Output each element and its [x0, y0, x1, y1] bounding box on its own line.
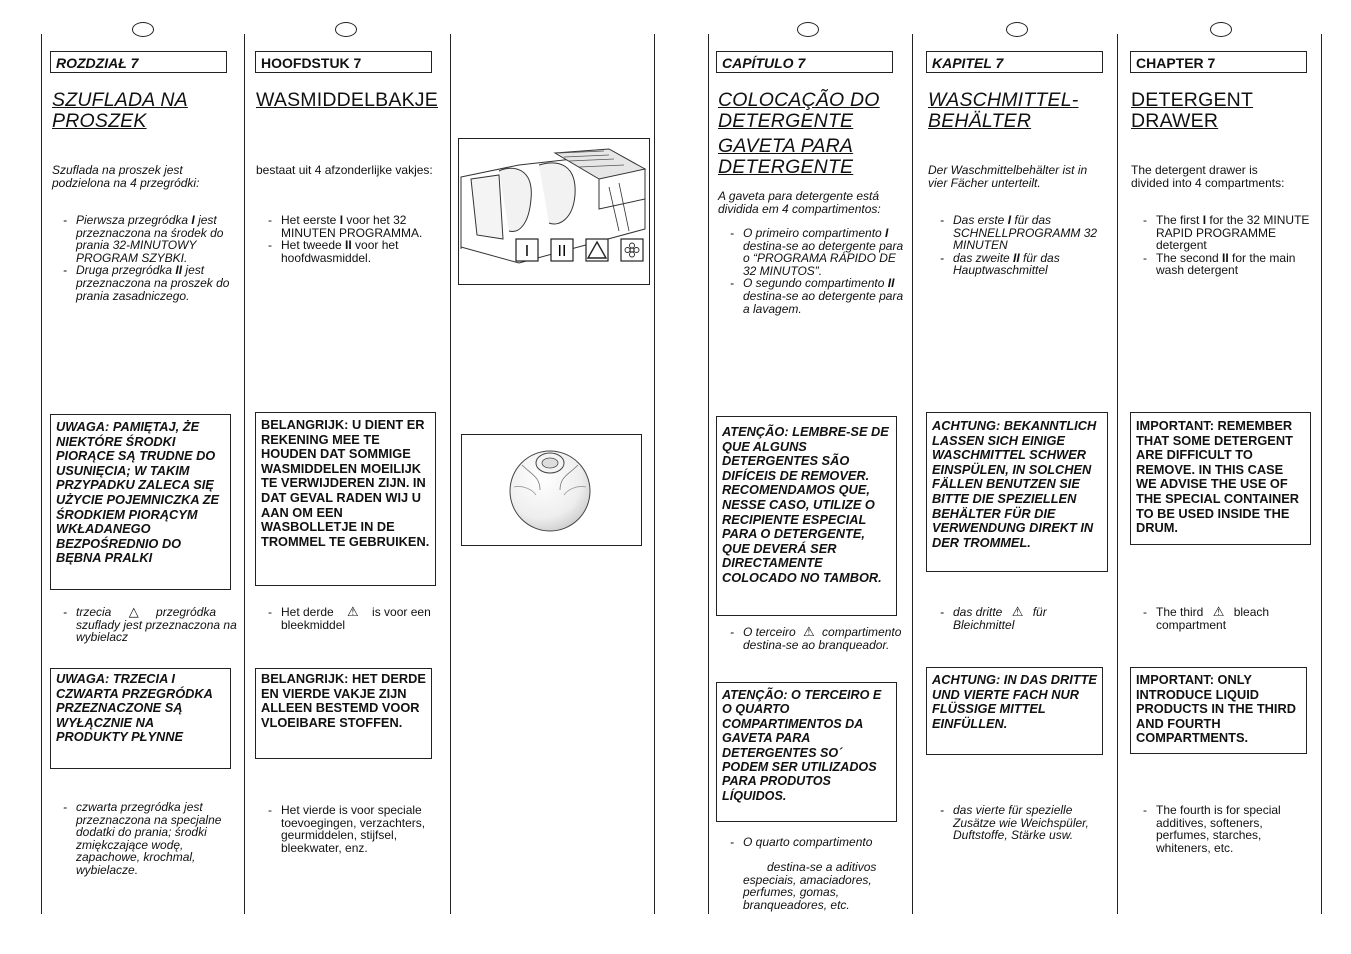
ball-drawing [462, 435, 640, 544]
column-divider [450, 34, 451, 914]
language-marker-oval [797, 22, 819, 37]
third-compartment-note: - das dritte ⚠ für Bleichmittel [939, 606, 1099, 631]
bleach-triangle-icon: △ [128, 604, 139, 619]
third-compartment-note: - trzecia △ przegródka szuflady jest przeznaczona na wybielacz [62, 606, 237, 644]
svg-text:II: II [557, 243, 567, 260]
chapter-heading: CAPÍTULO 7 [716, 51, 893, 73]
third-compartment-note: - The third ⚠ bleach compartment [1142, 606, 1312, 631]
list-item: - The first I for the 32 MINUTE RAPID PROGRAMME detergent [1142, 214, 1312, 252]
list-item: - Het tweede II voor het hoofdwasmiddel. [267, 239, 442, 264]
compartment-list [1142, 214, 1312, 277]
column-divider [1117, 34, 1118, 914]
list-item: - O segundo compartimento II destina-se ao detergente para a lavagem. [729, 277, 909, 315]
column-divider [654, 34, 655, 914]
list-item: - O primeiro compartimento I destina-se ao detergente para o “PROGRAMA RÁPIDO DE 32 MINUTOS”. [729, 227, 909, 277]
language-marker-oval [1006, 22, 1028, 37]
warning-box: IMPORTANT: ONLY INTRODUCE LIQUID PRODUCTS IN THE THIRD AND FOURTH COMPARTMENTS. [1130, 667, 1307, 754]
fourth-compartment-note: - czwarta przegródka jest przeznaczona na specjalne dodatki do prania; środki zmiękczające wodę, zapachowe, krochmal, wybielacze. [62, 801, 237, 877]
bleach-triangle-icon: ⚠ [1011, 604, 1024, 619]
chapter-heading: HOOFDSTUK 7 [255, 51, 432, 73]
language-marker-oval [335, 22, 357, 37]
intro-text: Szuflada na proszek jest podzielona na 4 przegródki: [52, 163, 200, 190]
third-compartment-note: - O terceiro ⚠ compartimento destina-se ao branqueador. [729, 626, 904, 651]
chapter-heading: ROZDZIAŁ 7 [50, 51, 227, 73]
compartment-label-II [551, 239, 573, 261]
bleach-triangle-icon: ⚠ [347, 604, 359, 619]
flower-icon [621, 239, 643, 261]
chapter-heading: CHAPTER 7 [1130, 51, 1307, 73]
svg-text:I: I [524, 243, 530, 260]
section-title: DETERGENT DRAWER [1131, 89, 1254, 132]
column-divider [912, 34, 913, 914]
column-divider [41, 34, 42, 914]
third-compartment-note: - Het derde ⚠ is voor een bleekmiddel [267, 606, 442, 631]
dispenser-ball-illustration [461, 434, 642, 546]
fourth-compartment-note: - The fourth is for special additives, softeners, perfumes, starches, whiteners, etc. [1142, 804, 1312, 854]
section-title: WASCHMITTEL- BEHÄLTER [928, 89, 1079, 132]
fourth-compartment-note: - O quarto compartimento destina-se a aditivos especiais, amaciadores, perfumes, gomas, branqueadores, etc. [729, 836, 909, 912]
warning-box: ACHTUNG: IN DAS DRITTE UND VIERTE FACH NUR FLÜSSIGE MITTEL EINFÜLLEN. [926, 667, 1103, 755]
language-marker-oval [1210, 22, 1232, 37]
warning-box: ATENÇÃO: LEMBRE-SE DE QUE ALGUNS DETERGENTES SÃO DIFÍCEIS DE REMOVER. RECOMENDAMOS QUE, NESSE CASO, UTILIZE O RECIPIENTE ESPECIAL PARA O DETERGENTE, QUE DEVERÁ SER DIRECTAMENTE COLOCADO NO TAMBOR. [716, 416, 897, 616]
intro-text: bestaat uit 4 afzonderlijke vakjes: [256, 163, 433, 177]
column-divider [1321, 34, 1322, 914]
compartment-list [939, 214, 1099, 277]
compartment-list [729, 227, 909, 315]
compartment-label-I [516, 239, 538, 261]
detergent-drawer-illustration [458, 138, 650, 285]
warning-box: ATENÇÃO: O TERCEIRO E O QUARTO COMPARTIMENTOS DA GAVETA PARA DETERGENTES SO´ PODEM SER UTILIZADOS PARA PRODUTOS LÍQUIDOS. [716, 682, 897, 822]
column-divider [244, 34, 245, 914]
list-item: - Das erste I für das SCHNELLPROGRAMM 32 MINUTEN [939, 214, 1099, 252]
warning-box: IMPORTANT: REMEMBER THAT SOME DETERGENT ARE DIFFICULT TO REMOVE. IN THIS CASE WE ADVISE THE USE OF THE SPECIAL CONTAINER TO BE USED INSIDE THE DRUM. [1130, 412, 1311, 545]
warning-box: ACHTUNG: BEKANNTLICH LASSEN SICH EINIGE WASCHMITTEL SCHWER EINSPÜLEN, IN SOLCHEN FÄLLEN BENUTZEN SIE BITTE DIE SPEZIELLEN BEHÄLTER FÜR DIE VERWENDUNG DIREKT IN DER TROMMEL. [926, 412, 1108, 572]
intro-text: The detergent drawer is divided into 4 compartments: [1131, 163, 1285, 190]
chapter-heading: KAPITEL 7 [926, 51, 1103, 73]
warning-box: UWAGA: TRZECIA I CZWARTA PRZEGRÓDKA PRZEZNACZONE SĄ WYŁĄCZNIE NA PRODUKTY PŁYNNE [50, 668, 231, 769]
warning-box: UWAGA: PAMIĘTAJ, ŻE NIEKTÓRE ŚRODKI PIORĄCE SĄ TRUDNE DO USUNIĘCIA; W TAKIM PRZYPADKU ZALECA SIĘ UŻYCIE POJEMNICZKA ZE ŚRODKIEM PIORĄCYM WKŁADANEGO BEZPOŚREDNIO DO BĘBNA PRALKI [50, 414, 231, 590]
warning-box: BELANGRIJK: HET DERDE EN VIERDE VAKJE ZIJN ALLEEN BESTEMD VOOR VLOEIBARE STOFFEN. [255, 668, 432, 759]
language-marker-oval [132, 22, 154, 37]
fourth-compartment-note: - das vierte für spezielle Zusätze wie Weichspüler, Duftstoffe, Stärke usw. [939, 804, 1109, 842]
bleach-triangle-icon: ⚠ [1212, 604, 1225, 619]
section-title: COLOCAÇÃO DO DETERGENTE GAVETA PARA DETERGENTE [718, 89, 880, 178]
drawer-drawing [459, 139, 648, 283]
list-item: - das zweite II für das Hauptwaschmittel [939, 252, 1099, 277]
list-item: - Pierwsza przegródka I jest przeznaczona na środek do prania 32-MINUTOWY PROGRAM SZYBKI. [62, 214, 237, 264]
intro-text: A gaveta para detergente está dividida em 4 compartimentos: [718, 189, 881, 216]
warning-box: BELANGRIJK: U DIENT ER REKENING MEE TE HOUDEN DAT SOMMIGE WASMIDDELEN MOEILIJK TE VERWIJDEREN ZIJN. IN DAT GEVAL RADEN WIJ U AAN OM EEN WASBOLLETJE IN DE TROMMEL TE GEBRUIKEN. [255, 412, 436, 586]
compartment-list [267, 214, 442, 264]
bleach-triangle-icon: ⚠ [803, 624, 815, 639]
fourth-compartment-note: - Het vierde is voor speciale toevoegingen, verzachters, geurmiddelen, stijfsel, bleekwater, enz. [267, 804, 442, 854]
column-divider [708, 34, 709, 914]
triangle-icon [586, 239, 608, 261]
intro-text: Der Waschmittelbehälter ist in vier Fächer unterteilt. [928, 163, 1088, 190]
compartment-list [62, 214, 237, 302]
section-title: WASMIDDELBAKJE [256, 89, 438, 111]
list-item: - Het eerste I voor het 32 MINUTEN PROGRAMMA. [267, 214, 442, 239]
list-item: - The second II for the main wash detergent [1142, 252, 1312, 277]
section-title: SZUFLADA NA PROSZEK [52, 89, 188, 132]
list-item: - Druga przegródka II jest przeznaczona na proszek do prania zasadniczego. [62, 264, 237, 302]
